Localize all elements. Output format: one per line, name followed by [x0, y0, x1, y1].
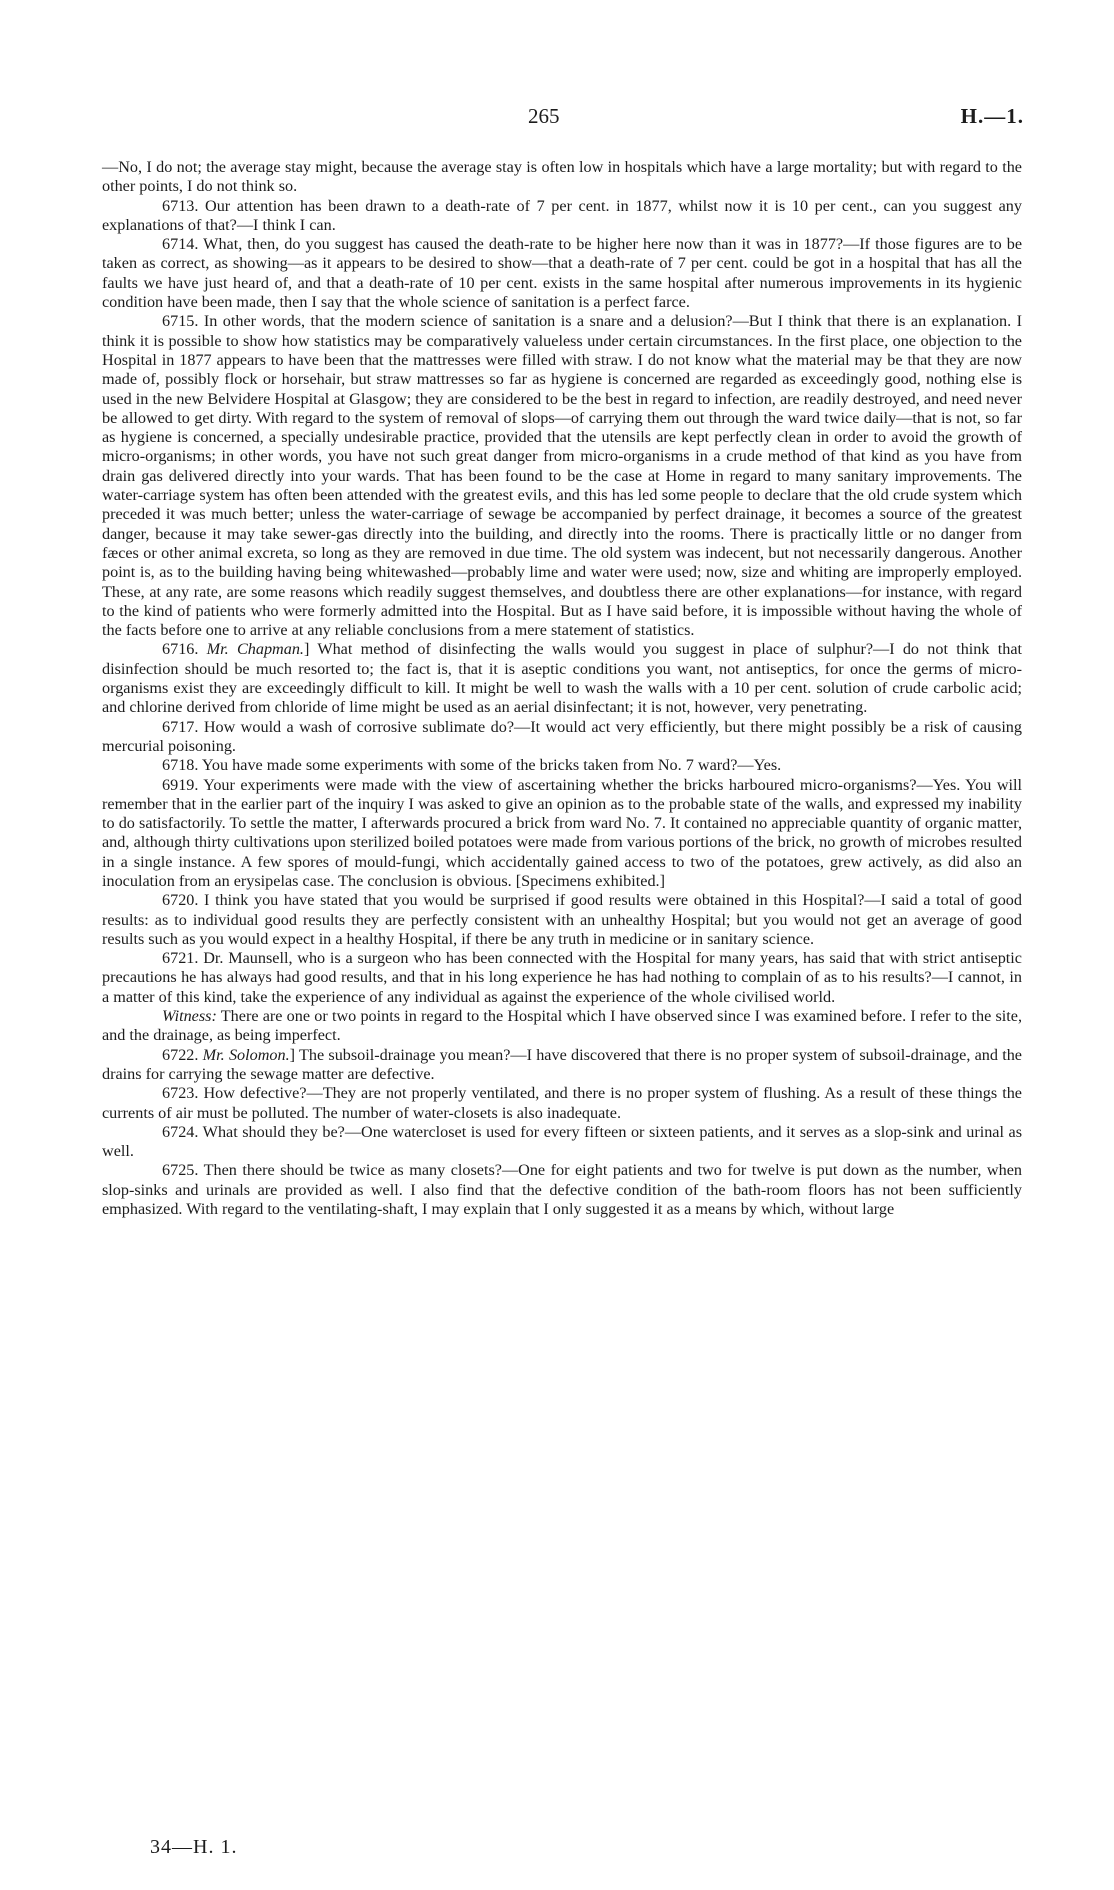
paragraph	[102, 1123, 1022, 1162]
paragraph	[102, 312, 1022, 640]
paragraph	[102, 158, 1022, 197]
paragraph-text: 6717. How would a wash of corrosive sublimate do?—It would act very efficiently, but there might possibly be a risk of causing mercurial poisoning.	[102, 717, 1022, 755]
paragraph	[102, 891, 1022, 949]
paragraph-text: 6919. Your experiments were made with the view of ascertaining whether the bricks harboured micro-organisms?—Yes. You will remember that in the earlier part of the inquiry I was asked to give an opinion as to the probable state of the walls, and expressed my inability to do satisfactorily. To settle the matter, I afterwards procured a brick from ward No. 7. It contained no appreciable quantity of organic matter, and, although thirty cultivations upon sterilized boiled potatoes were made from various portions of the brick, no growth of microbes resulted in a single instance. A few spores of mould-fungi, which accidentally gained access to two of the potatoes, grew actively, as did also an inoculation from an erysipelas case. The conclusion is obvious. [Specimens exhibited.]	[102, 775, 1022, 890]
paragraph	[102, 197, 1022, 236]
question-number: 6716.	[162, 640, 207, 659]
paragraph-text: 6714. What, then, do you suggest has caused the death-rate to be higher here now than it was in 1877?—If those figures are to be taken as correct, as showing—as it appears to be desired to show—that a death-rate of 7 per cent. could be got in a hospital that has all the faults we have just heard of, and that a death-rate of 10 per cent. exists in the same hospital after numerous improvements in its hygienic condition have been made, then I say that the whole science of sanitation is a perfect farce.	[102, 235, 1022, 312]
paragraph	[102, 776, 1022, 892]
speaker-name: Witness:	[162, 1007, 217, 1026]
paragraph-text: 6721. Dr. Maunsell, who is a surgeon who has been connected with the Hospital for many years, has said that with strict antiseptic precautions he has always had good results, and that in his long experience he has had nothing to complain of as to his results?—I cannot, in a matter of this kind, take the experience of any individual as against the experience of the whole civilised world.	[102, 949, 1022, 1006]
paragraph-text: 6724. What should they be?—One watercloset is used for every fifteen or sixteen patients, and it serves as a slop-sink and urinal as well.	[102, 1122, 1022, 1161]
paragraph-text: ] The subsoil-drainage you mean?—I have discovered that there is no proper system of subsoil-drainage, and the drains for carrying the sewage matter are defective.	[102, 1045, 1022, 1083]
paragraph	[102, 1007, 1022, 1046]
paragraph-text: 6720. I think you have stated that you would be surprised if good results were obtained in this Hospital?—I said a total of good results: as to individual good results they are perfectly consistent with an unhealthy Hospital; but you would not get an average of good results such as you would expect in a healthy Hospital, if there be any truth in medicine or in sanitary science.	[102, 891, 1022, 948]
question-number: 6722.	[162, 1045, 203, 1064]
paragraph	[102, 235, 1022, 312]
paragraph	[102, 1161, 1022, 1219]
speaker-name: Mr. Solomon.	[202, 1045, 290, 1064]
speaker-name: Mr. Chapman.	[206, 640, 304, 659]
paragraph-text: ] What method of disinfecting the walls would you suggest in place of sulphur?—I do not think that disinfection should be much resorted to; the fact is, that it is aseptic conditions you want, not antiseptics, for once the germs of micro-organisms exist they are exceedingly difficult to kill. It might be well to wash the walls with a 10 per cent. solution of crude carbolic acid; and chlorine derived from chloride of lime might be used as an aerial disinfectant; it is not, however, very penetrating.	[102, 640, 1023, 717]
paragraph-text: 6723. How defective?—They are not properly ventilated, and there is no proper system of flushing. As a result of these things the currents of air must be polluted. The number of water-closets is also inadequate.	[102, 1084, 1022, 1122]
paragraph	[102, 949, 1022, 1007]
paragraph-text: 6718. You have made some experiments with some of the bricks taken from No. 7 ward?—Yes.	[162, 756, 782, 775]
paragraph-text: —No, I do not; the average stay might, because the average stay is often low in hospitals which have a large mortality; but with regard to the other points, I do not think so.	[102, 158, 1022, 196]
page-number: 265	[528, 104, 560, 128]
paragraph-text: There are one or two points in regard to the Hospital which I have observed since I was examined before. I refer to the site, and the drainage, as being imperfect.	[102, 1007, 1022, 1045]
document-reference: H.—1.	[960, 104, 1024, 128]
paragraph	[102, 1084, 1022, 1123]
paragraph	[102, 640, 1022, 717]
paragraph	[102, 756, 1022, 775]
body-text	[102, 158, 1022, 1219]
paragraph-text: 6725. Then there should be twice as many closets?—One for eight patients and two for twelve is put down as the number, when slop-sinks and urinals are provided as well. I also find that the defective condition of the bath-room floors has not been sufficiently emphasized. With regard to the ventilating-shaft, I may explain that I only suggested it as a means by which, without large	[102, 1161, 1022, 1219]
signature-mark: 34—H. 1.	[150, 1836, 238, 1858]
page-header	[0, 104, 1114, 138]
paragraph-text: 6715. In other words, that the modern science of sanitation is a snare and a delusion?—But I think that there is an explanation. I think it is possible to show how statistics may be comparatively valueless under certain circumstances. In the first place, one objection to the Hospital in 1877 appears to have been that the mattresses were filled with straw. I do not know what the material may be that they are now made of, possibly flock or horsehair, but straw mattresses so far as hygiene is concerned are regarded as exceedingly good, nothing else is used in the new Belvidere Hospital at Glasgow; they are considered to be the best in regard to infection, are readily destroyed, and need never be allowed to get dirty. With regard to the system of removal of slops—of carrying them out through the ward twice daily—that is not, so far as hygiene is concerned, a specially undesirable practice, provided that the utensils are kept perfectly clean in order to avoid the growth of micro-organisms; in other words, you have not such great danger from micro-organisms in a crude method of that kind as you have from drain gas delivered directly into your wards. That has been found to be the case at Home in regard to many sanitary improvements. The water-carriage system has often been attended with the greatest evils, and this has led some people to declare that the old crude system which preceded it was much better; unless the water-carriage of sewage be accompanied by perfect drainage, it becomes a source of the greatest danger, because it may take sewer-gas directly into the building, and directly into the rooms. There is practically little or no danger from fæces or other animal excreta, so long as they are removed in due time. The old system was indecent, but not necessarily dangerous. Another point is, as to the building having being whitewashed—probably lime and water were used; now, size and whiting are improperly employed. These, at any rate, are some reasons which readily suggest themselves, and doubtless there are other explanations—for instance, with regard to the kind of patients who were formerly admitted into the Hospital. But as I have said before, it is impossible without having the whole of the facts before one to arrive at any reliable conclusions from a mere statement of statistics.	[102, 312, 1022, 640]
paragraph	[102, 718, 1022, 757]
paragraph-text: 6713. Our attention has been drawn to a death-rate of 7 per cent. in 1877, whilst now it is 10 per cent., can you suggest any explanations of that?—I think I can.	[102, 196, 1022, 234]
paragraph	[102, 1046, 1022, 1085]
